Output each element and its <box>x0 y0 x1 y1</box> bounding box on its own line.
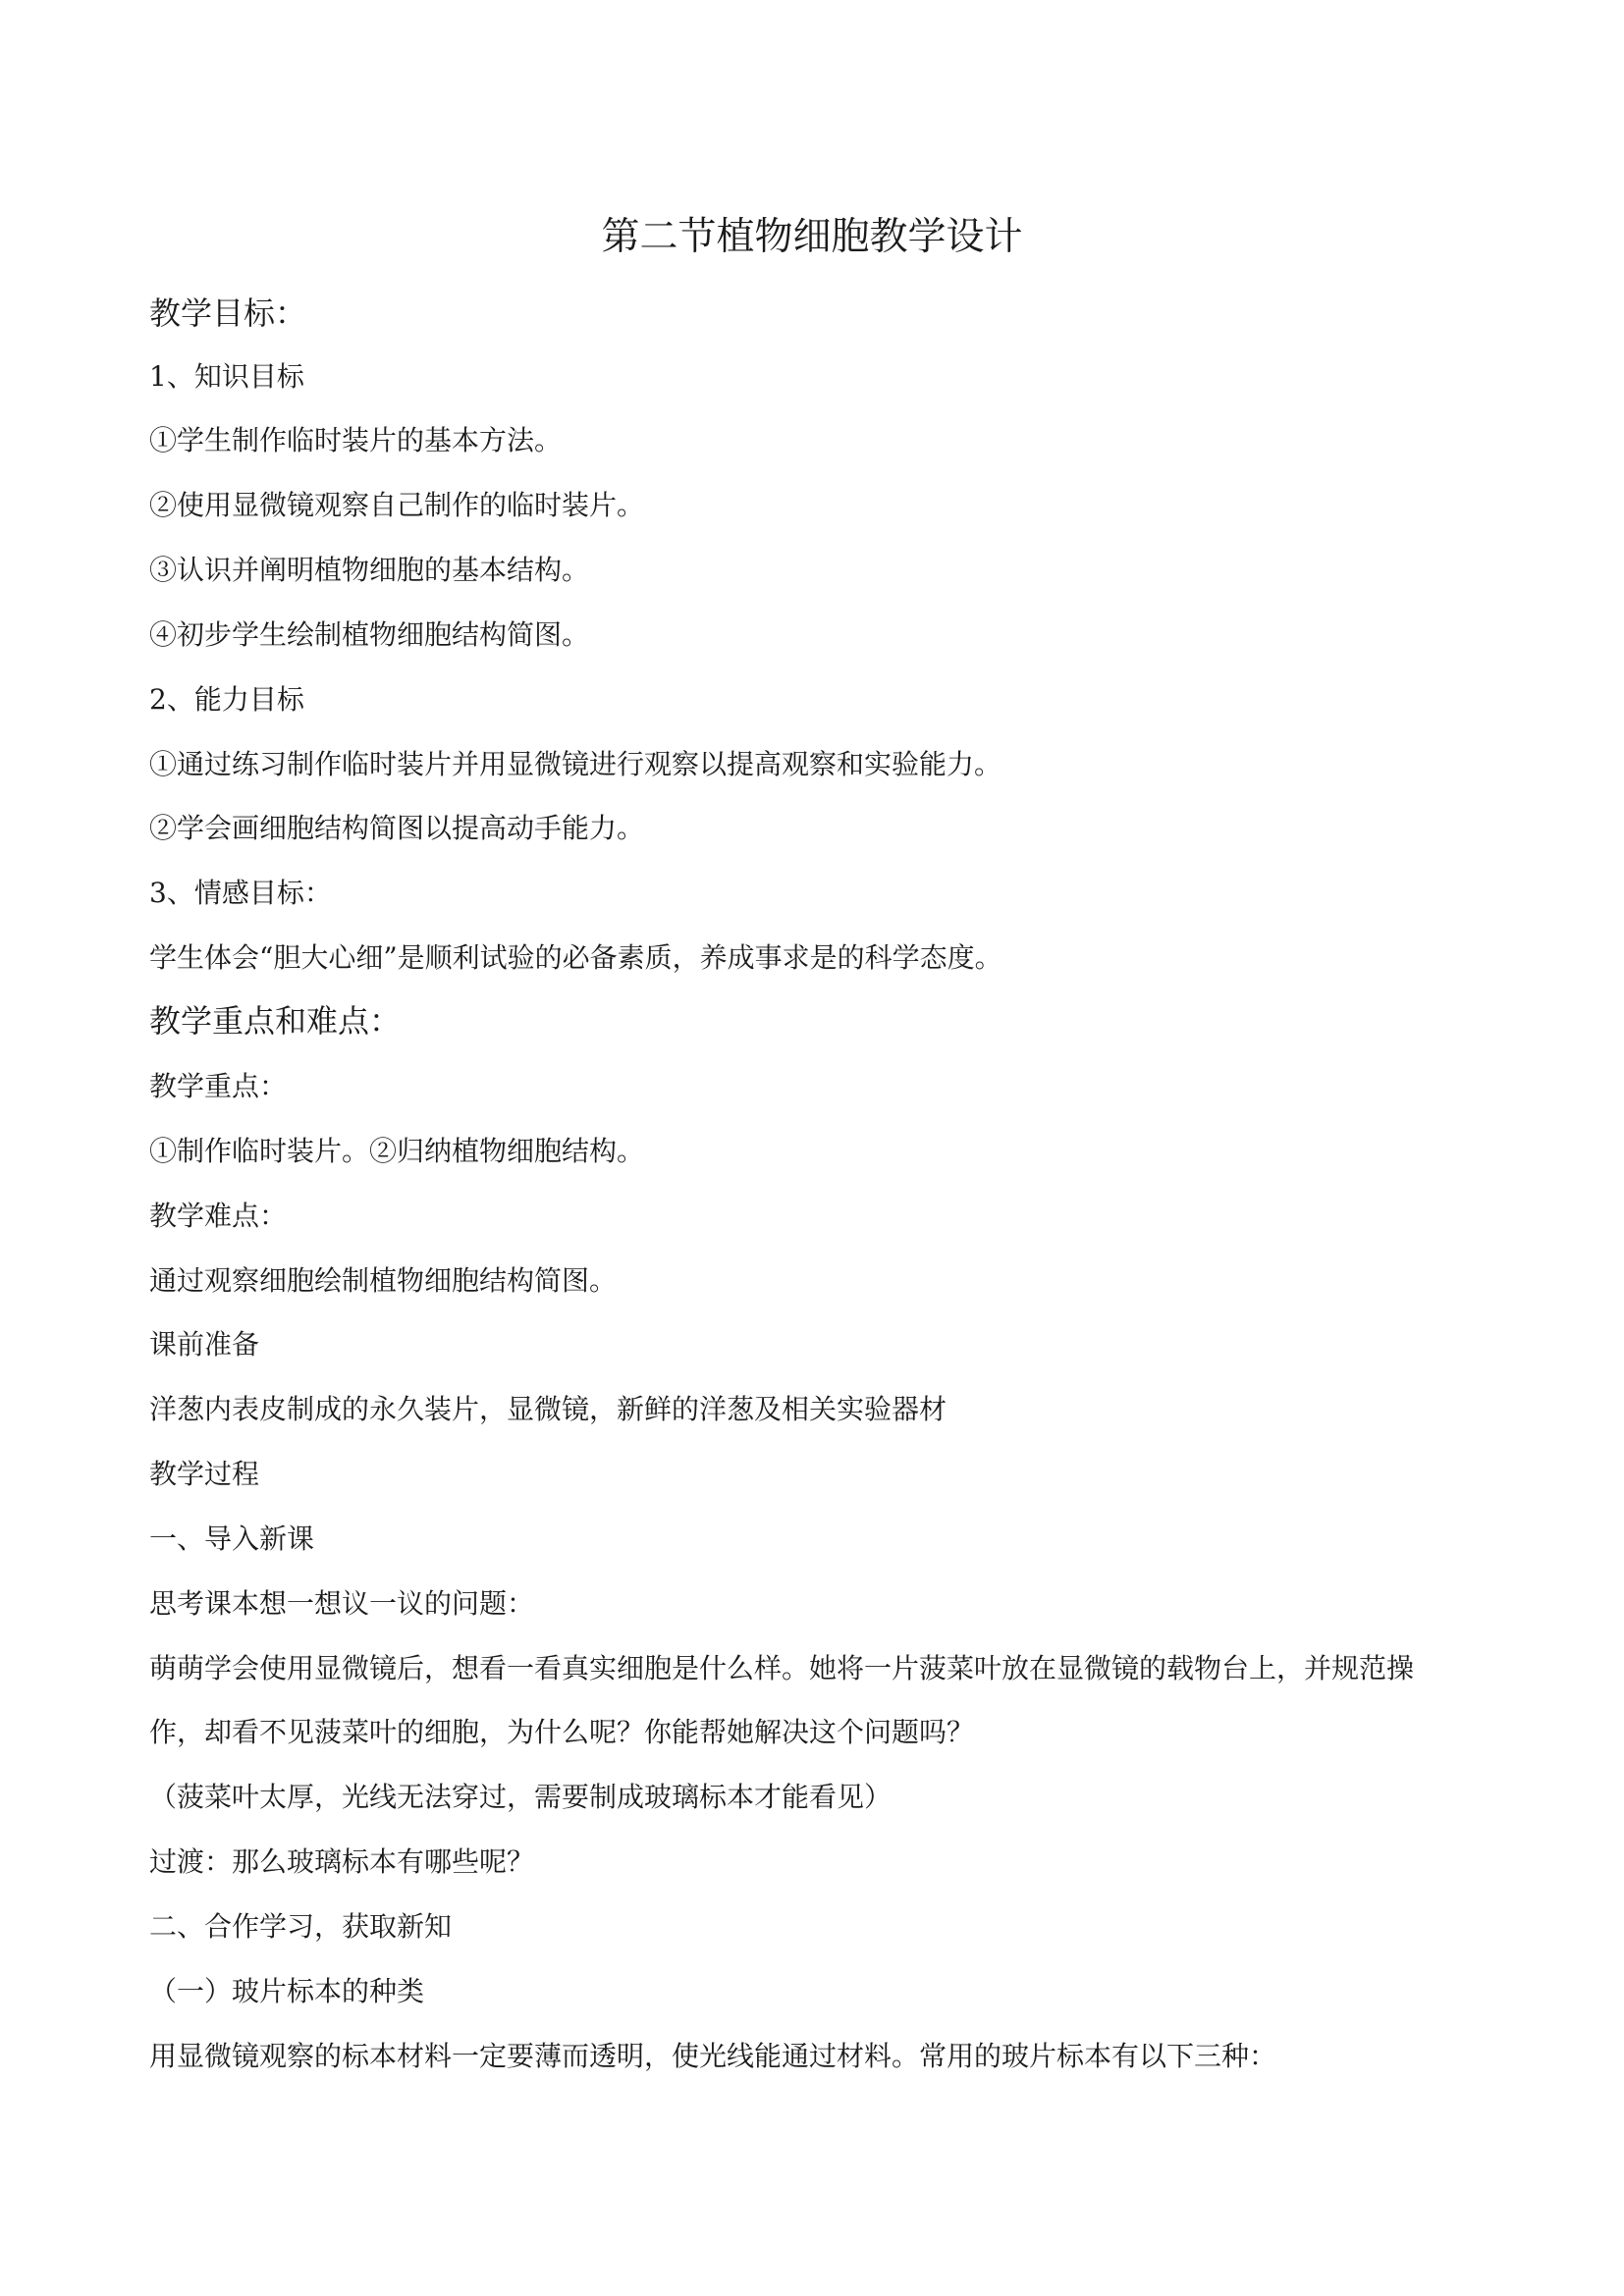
body-line: ②学会画细胞结构简图以提高动手能力。 <box>149 812 645 844</box>
section-heading-teaching-objectives: 教学目标： <box>149 294 307 332</box>
subheading-ability-objectives: 2、能力目标 <box>149 683 304 716</box>
subheading-preparation: 课前准备 <box>149 1328 260 1361</box>
subheading-key-points: 教学重点： <box>149 1070 288 1102</box>
body-line: 通过观察细胞绘制植物细胞结构简图。 <box>149 1264 618 1297</box>
body-line: ③认识并阐明植物细胞的基本结构。 <box>149 554 590 586</box>
body-line: ①制作临时装片。②归纳植物细胞结构。 <box>149 1135 645 1167</box>
body-line: 萌萌学会使用显微镜后，想看一看真实细胞是什么样。她将一片菠菜叶放在显微镜的载物台上，并规范操 <box>149 1652 1415 1684</box>
body-line: ①学生制作临时装片的基本方法。 <box>149 424 563 456</box>
body-line: ①通过练习制作临时装片并用显微镜进行观察以提高观察和实验能力。 <box>149 748 1002 780</box>
body-line: 作，却看不见菠菜叶的细胞，为什么呢？你能帮她解决这个问题吗？ <box>149 1716 975 1748</box>
subheading-teaching-process: 教学过程 <box>149 1458 260 1490</box>
body-line: （菠菜叶太厚，光线无法穿过，需要制成玻璃标本才能看见） <box>149 1781 893 1813</box>
subheading-slide-types: （一）玻片标本的种类 <box>149 1975 425 2007</box>
body-line: ④初步学生绘制植物细胞结构简图。 <box>149 618 590 651</box>
body-line: 过渡：那么玻璃标本有哪些呢？ <box>149 1845 535 1878</box>
subheading-cooperative-learning: 二、合作学习，获取新知 <box>149 1910 453 1943</box>
subheading-introduction: 一、导入新课 <box>149 1522 315 1555</box>
body-line: 洋葱内表皮制成的永久装片，显微镜，新鲜的洋葱及相关实验器材 <box>149 1393 947 1425</box>
body-line: 用显微镜观察的标本材料一定要薄而透明，使光线能通过材料。常用的玻片标本有以下三种： <box>149 2040 1277 2072</box>
subheading-knowledge-objectives: 1、知识目标 <box>149 360 304 393</box>
body-line: 学生体会“胆大心细”是顺利试验的必备素质，养成事求是的科学态度。 <box>149 941 1002 974</box>
page-title: 第二节植物细胞教学设计 <box>601 215 1023 259</box>
subheading-difficulties: 教学难点： <box>149 1200 288 1232</box>
subheading-emotional-objectives: 3、情感目标： <box>149 877 332 909</box>
body-line: ②使用显微镜观察自己制作的临时装片。 <box>149 489 645 521</box>
section-heading-key-points-difficulties: 教学重点和难点： <box>149 1002 402 1040</box>
body-line: 思考课本想一想议一议的问题： <box>149 1587 535 1620</box>
